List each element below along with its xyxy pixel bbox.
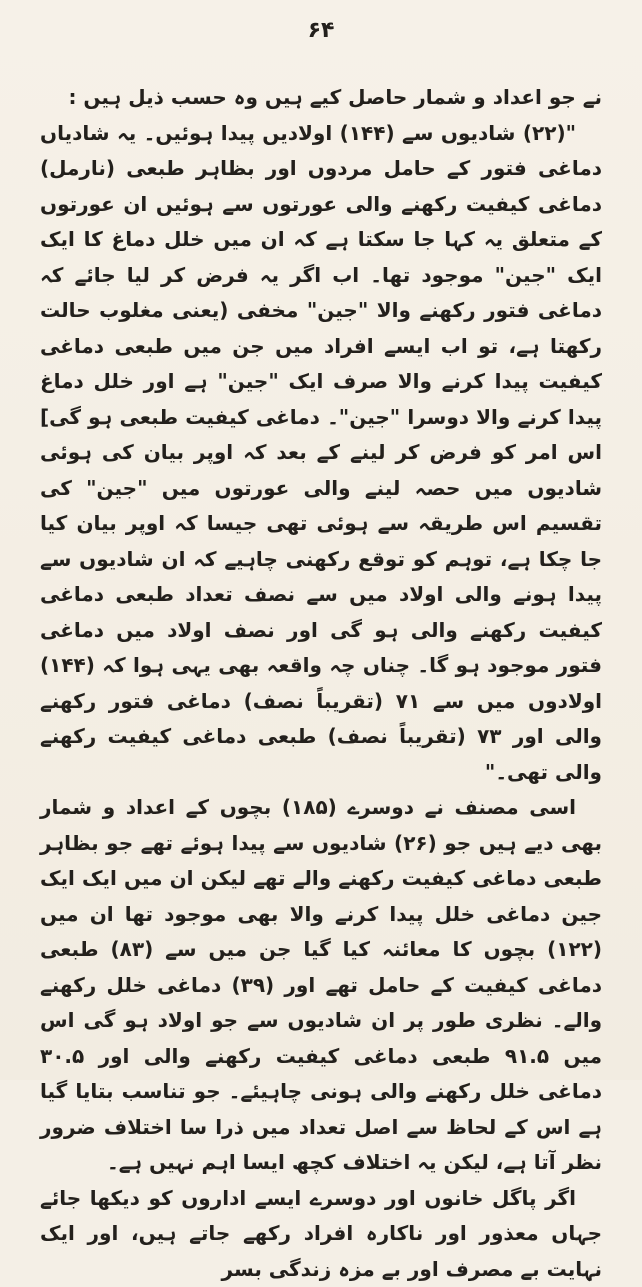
paragraph-statistics: اسی مصنف نے دوسرے (۱۸۵) بچوں کے اعداد و شمار بھی دیے ہیں جو (۲۶) شادیوں سے پیدا ہوئے تھے جو بظاہر طبعی دماغی کیفیت رکھنے والے تھے لیکن ان میں ایک ایک جین دماغی خلل پیدا کرنے والا بھی موجود تھا ان میں (۱۲۲) بچوں کا معائنہ کیا گیا جن میں سے (۸۳) طبعی دماغی کیفیت کے حامل تھے اور (۳۹) دماغی خلل رکھنے والے۔ نظری طور پر ان شادیوں سے جو اولاد ہو گی اس میں ۹۱.۵ طبعی دماغی کیفیت رکھنے والی اور ۳۰.۵ دماغی خلل رکھنے والی ہونی چاہیئے۔ جو تناسب بتایا گیا ہے اس کے لحاظ سے اصل تعداد میں ذرا سا اختلاف ضرور نظر آتا ہے، لیکن یہ اختلاف کچھ ایسا اہم نہیں ہے۔ (40, 790, 602, 1181)
paragraph-quote: "(۲۲) شادیوں سے (۱۴۴) اولادیں پیدا ہوئیں۔ یہ شادیاں دماغی فتور کے حامل مردوں اور بظاہر طبعی (نارمل) دماغی کیفیت رکھنے والی عورتوں سے ہوئیں ان عورتوں کے متعلق یہ کہا جا سکتا ہے کہ ان میں خلل دماغ کا ایک ایک "جین" موجود تھا۔ اب اگر یہ فرض کر لیا جائے کہ دماغی فتور رکھنے والا "جین" مخفی (یعنی مغلوب حالت رکھتا ہے، تو اب ایسے افراد میں جن میں طبعی دماغی کیفیت پیدا کرنے والا صرف ایک "جین" ہے اور خلل دماغ پیدا کرنے والا دوسرا "جین"۔ دماغی کیفیت طبعی ہو گی] اس امر کو فرض کر لینے کے بعد کہ اوپر بیان کی ہوئی شادیوں میں حصہ لینے والی عورتوں میں "جین" کی تقسیم اس طریقہ سے ہوئی تھی جیسا کہ اوپر بیان کیا جا چکا ہے، توہم کو توقع رکھنی چاہیے کہ ان شادیوں سے پیدا ہونے والی اولاد میں سے نصف تعداد طبعی دماغی کیفیت رکھنے والی ہو گی اور نصف اولاد میں دماغی فتور موجود ہو گا۔ چناں چہ واقعہ بھی یہی ہوا کہ (۱۴۴) اولادوں میں سے ۷۱ (تقریباً نصف) دماغی فتور رکھنے والی اور ۷۳ (تقریباً نصف) طبعی دماغی کیفیت رکھنے والی تھی۔" (40, 116, 602, 791)
paragraph-asylums: اگر پاگل خانوں اور دوسرے ایسے اداروں کو دیکھا جائے جہاں معذور اور ناکارہ افراد رکھے جاتے ہیں، اور ایک نہایت بے مصرف اور بے مزہ زندگی بسر (40, 1181, 602, 1287)
page-number: ۶۴ (0, 18, 642, 43)
paragraph-intro: نے جو اعداد و شمار حاصل کیے ہیں وہ حسب ذیل ہیں : (40, 80, 602, 116)
body-text (40, 80, 602, 1287)
